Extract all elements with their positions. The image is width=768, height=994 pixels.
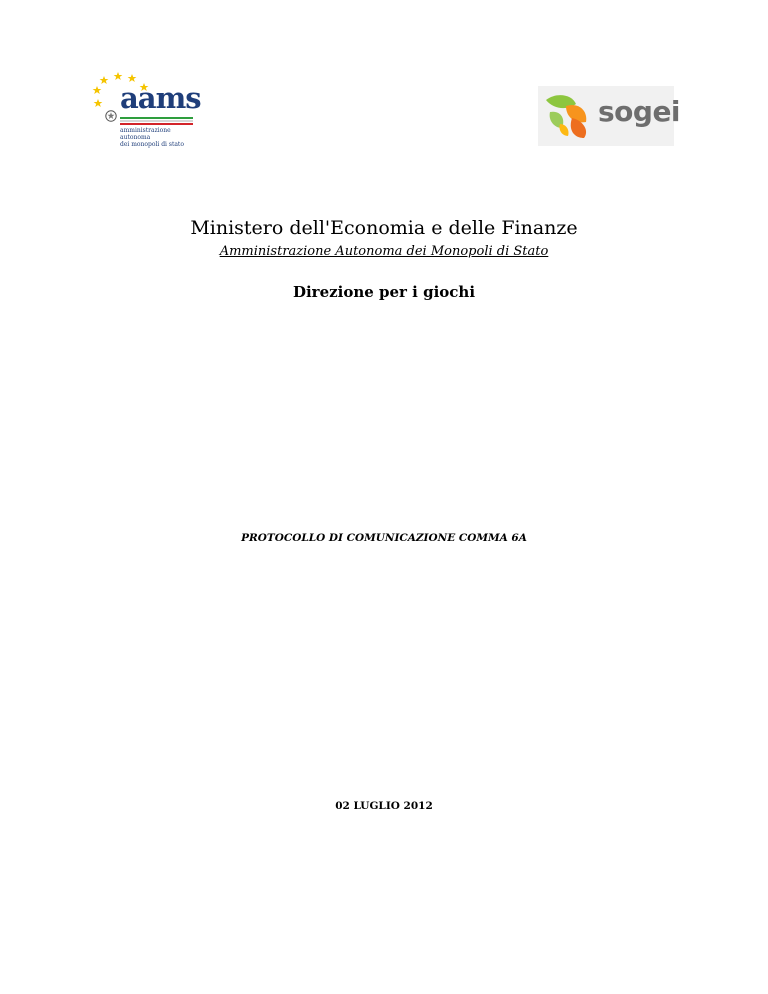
tricolor-stripes [120,117,193,126]
document-title: PROTOCOLLO DI COMUNICAZIONE COMMA 6A [241,532,527,544]
sogei-wordmark: sogei [598,95,681,128]
ministry-title: Ministero dell'Economia e delle Finanze [190,217,578,239]
document-date: 02 LUGLIO 2012 [335,800,433,812]
aams-tagline: amministrazione autonoma dei monopoli di stato [120,127,184,148]
agency-subtitle: Amministrazione Autonoma dei Monopoli di Stato [219,244,549,259]
aams-wordmark: aams [120,81,201,115]
republic-emblem-icon [105,110,117,122]
directorate-title: Direzione per i giochi [292,283,476,301]
sogei-leaf-mark-icon [542,90,598,142]
aams-logo [92,70,202,148]
sogei-logo [538,86,681,146]
